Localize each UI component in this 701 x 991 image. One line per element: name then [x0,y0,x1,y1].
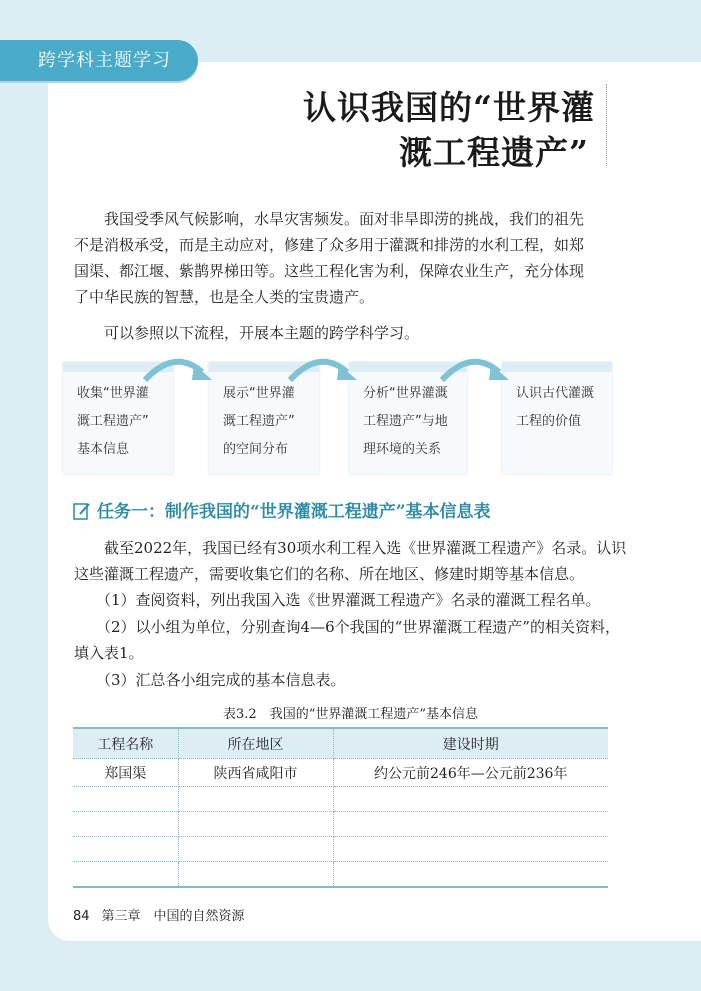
task-line: （1）查阅资料，列出我国入选《世界灌溉工程遗产》名录的灌溉工程名单。 [96,591,601,609]
task-line: （3）汇总各小组完成的基本信息表。 [96,671,346,689]
info-table [73,727,608,888]
intro-line: 可以参照以下流程，开展本主题的跨学科学习。 [104,324,420,342]
flow-arrow-icon [437,350,517,390]
section-tab: 跨学科主题学习 [0,40,198,81]
intro-line: 我国受季风气候影响，水旱灾害频发。面对非旱即涝的挑战，我们的祖先 [104,210,585,228]
table-row [73,787,608,812]
table-cell [178,837,333,862]
table-header-row [73,728,608,759]
column-header: 所在地区 [178,728,333,759]
table-cell [178,812,333,837]
table-cell: 陕西省咸阳市 [178,759,333,787]
page-number: 84 [73,909,90,924]
intro-line: 国渠、都江堰、紫鹊界梯田等。这些工程化害为利，保障农业生产，充分体现 [74,262,585,280]
table-cell [333,862,608,888]
table-cell [333,837,608,862]
flow-text: 分析“世界灌溉 [363,386,448,401]
intro-line: 不是消极承受，而是主动应对，修建了众多用于灌溉和排涝的水利工程，如郑 [74,236,585,254]
table-cell [73,862,178,888]
flow-arrow-icon [140,350,220,390]
flow-text: 的空间分布 [223,442,289,457]
flow-text: 溉工程遗产” [77,414,149,429]
page-footer [73,905,245,924]
title-divider [606,84,607,166]
task-title: 任务一：制作我国的“世界灌溉工程遗产”基本信息表 [97,502,491,522]
table-cell [73,812,178,837]
table-cell [178,787,333,812]
table-cell [178,862,333,888]
flow-text: 工程遗产”与地 [363,414,448,429]
flow-text: 认识古代灌溉 [516,386,595,401]
flow-text: 溉工程遗产” [223,414,295,429]
table-cell: 郑国渠 [73,759,178,787]
flow-text: 展示“世界灌 [223,386,295,401]
flow-text: 基本信息 [77,442,130,457]
table-row [73,837,608,862]
task-line: （2）以小组为单位，分别查询4—6个我国的“世界灌溉工程遗产”的相关资料， [96,618,620,636]
task-line: 这些灌溉工程遗产，需要收集它们的名称、所在地区、修建时期等基本信息。 [74,565,585,583]
chapter-label: 第三章 中国的自然资源 [101,909,245,924]
table-row [73,812,608,837]
table-caption: 表3.2 我国的“世界灌溉工程遗产”基本信息 [223,707,478,722]
table-cell [333,812,608,837]
flow-text: 工程的价值 [516,414,582,429]
page-title-line-2: 溉工程遗产” [399,133,589,172]
flow-step-4 [502,362,612,474]
column-header: 建设时期 [333,728,608,759]
flow-text: 理环境的关系 [363,442,442,457]
table-cell [333,787,608,812]
page-title-line-1: 认识我国的“世界灌 [303,88,595,127]
table-cell: 约公元前246年—公元前236年 [333,759,608,787]
task-heading [73,497,491,522]
column-header: 工程名称 [73,728,178,759]
flow-arrow-icon [285,350,365,390]
task-line: 截至2022年，我国已经有30项水利工程入选《世界灌溉工程遗产》名录。认识 [104,539,627,557]
table-cell [73,837,178,862]
intro-line: 了中华民族的智慧，也是全人类的宝贵遗产。 [74,288,375,306]
table-row [73,759,608,787]
flow-text: 收集“世界灌 [77,386,149,401]
table-row [73,862,608,888]
table-cell [73,787,178,812]
edit-note-icon [73,502,91,520]
task-line: 填入表1。 [74,644,144,662]
